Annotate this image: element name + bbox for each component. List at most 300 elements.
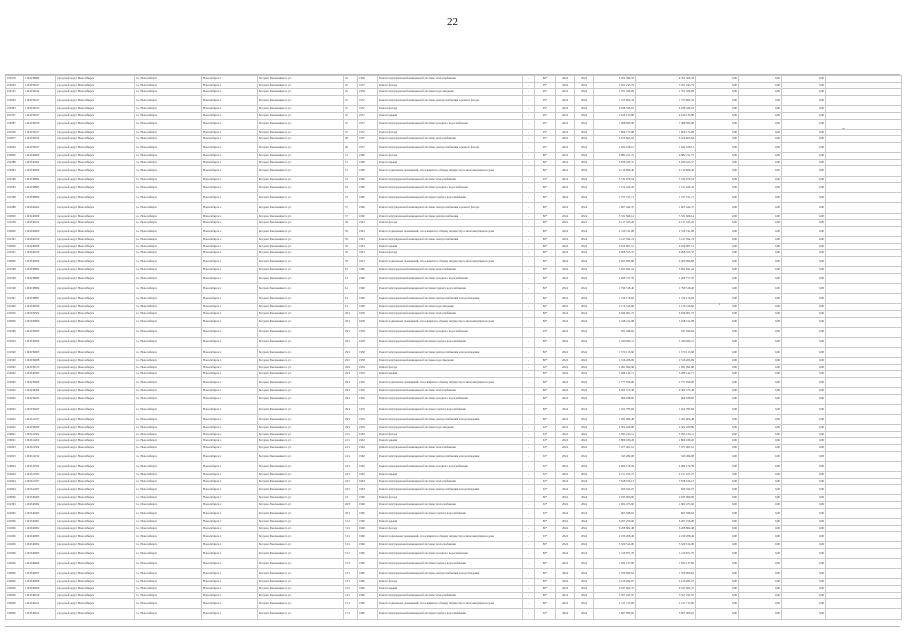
municipality-cell: городской округ Новосибирск [56,283,135,293]
year-end-cell: 2024 [575,153,594,160]
cost-b-cell: 0,00 [739,485,782,495]
house-code-cell: 1101041012 [24,451,56,461]
street-cell: Богдана Хмельницкого ул. [258,237,344,244]
cost-b-cell: 0,00 [739,532,782,542]
city-cell: Новосибирск г. [202,451,258,461]
cost-c-cell: 0,00 [782,136,826,143]
settlement-cell: г.о. Новосибирск [135,451,202,461]
cost-c-cell: 0,00 [782,143,826,153]
share-cell: 95* [535,89,556,96]
year-start-cell: 2024 [556,461,575,471]
year-end-cell: 2024 [575,471,594,478]
table-row [6,569,902,579]
dash-cell: - [523,304,535,311]
cost-c-cell: 0,00 [782,364,826,371]
year-start-cell: 2024 [556,82,575,89]
record-id-cell: 102348 [6,193,24,203]
street-cell: Богдана Хмельницкого ул. [258,388,344,395]
build-year-cell: 1959 [358,388,378,395]
cost-a-cell: 0,00 [696,119,739,129]
work-type-cell: Ремонт внутридомовой инженерной системы горячего водоснабжения [378,404,523,414]
municipality-cell: городской округ Новосибирск [56,525,135,532]
municipality-cell: городской округ Новосибирск [56,532,135,542]
cost-fund-cell: 931 940,04 [636,327,696,337]
year-end-cell: 2024 [575,226,594,236]
note-cell [826,82,902,89]
settlement-cell: г.о. Новосибирск [135,518,202,525]
street-cell: Богдана Хмельницкого ул. [258,310,344,317]
city-cell: Новосибирск г. [202,542,258,549]
house-number-cell: 26/1 [344,508,358,518]
note-cell [826,136,902,143]
dash-cell: - [523,394,535,404]
house-number-cell: 51 [344,166,358,176]
settlement-cell: г.о. Новосибирск [135,592,202,599]
cost-b-cell: 0,00 [739,76,782,83]
cost-a-cell: 0,00 [696,377,739,387]
house-code-cell: 1101039908 [24,357,56,364]
dash-cell: - [523,431,535,438]
year-end-cell: 2024 [575,445,594,452]
cost-c-cell: 0,00 [782,327,826,337]
cost-a-cell: 0,00 [696,461,739,471]
table-row [6,310,902,317]
build-year-cell: 1957 [358,119,378,129]
house-code-cell: 1101038804 [24,176,56,183]
street-cell: Богдана Хмельницкого ул. [258,250,344,257]
cost-a-cell: 0,00 [696,518,739,525]
build-year-cell: 1960 [358,159,378,166]
cost-fund-cell: 1 761 329,09 [636,89,696,96]
work-type-cell: Ремонт внутридомовой инженерной системы теплоснабжения [378,388,523,395]
year-end-cell: 2024 [575,438,594,445]
cost-c-cell: 0,00 [782,569,826,579]
record-id-cell: 100006 [6,592,24,599]
note-cell [826,243,902,250]
build-year-cell: 1957 [358,143,378,153]
cost-total-cell: 1 761 329,09 [594,89,636,96]
cost-total-cell: 4 610 133,86 [594,112,636,119]
municipality-cell: городской округ Новосибирск [56,153,135,160]
city-cell: Новосибирск г. [202,388,258,395]
share-cell: 63* [535,508,556,518]
house-number-cell: 41/1 [344,451,358,461]
municipality-cell: городской округ Новосибирск [56,431,135,438]
share-cell: 63* [535,471,556,478]
year-start-cell: 2024 [556,532,575,542]
cost-b-cell: 0,00 [739,136,782,143]
dash-cell: - [523,478,535,485]
cost-a-cell: 0,00 [696,364,739,371]
settlement-cell: г.о. Новосибирск [135,310,202,317]
house-code-cell: 1101038804 [24,267,56,274]
cost-fund-cell: 1 757 191,71 [636,193,696,203]
table-row [6,364,902,371]
cost-a-cell: 0,00 [696,166,739,176]
build-year-cell: 1960 [358,508,378,518]
table-row [6,327,902,337]
cost-c-cell: 0,00 [782,159,826,166]
street-cell: Богдана Хмельницкого ул. [258,76,344,83]
cost-fund-cell: 2 211 713,09 [636,599,696,609]
note-cell [826,542,902,549]
year-end-cell: 2024 [575,82,594,89]
cost-total-cell: 663 598,62 [594,508,636,518]
cost-b-cell: 0,00 [739,250,782,257]
year-end-cell: 2024 [575,371,594,378]
house-code-cell: 1101040612 [24,609,56,619]
street-cell: Богдана Хмельницкого ул. [258,243,344,250]
note-cell [826,549,902,559]
share-cell: 80* [535,317,556,327]
settlement-cell: г.о. Новосибирск [135,129,202,136]
municipality-cell: городской округ Новосибирск [56,237,135,244]
municipality-cell: городской округ Новосибирск [56,451,135,461]
work-type-cell: Ремонт внутридомовой инженерной системы электроснабжения и водоотведения [378,294,523,304]
year-end-cell: 2024 [575,518,594,525]
city-cell: Новосибирск г. [202,193,258,203]
record-id-cell: 102606 [6,542,24,549]
house-code-cell: 1101038807 [24,294,56,304]
dash-cell: - [523,166,535,176]
house-number-cell: 43/1 [344,471,358,478]
work-type-cell: Ремонт подвальных помещений, относящихся к общему имуществу в многоквартирном доме [378,317,523,327]
settlement-cell: г.о. Новосибирск [135,267,202,274]
municipality-cell: городской округ Новосибирск [56,89,135,96]
municipality-cell: городской округ Новосибирск [56,471,135,478]
year-end-cell: 2024 [575,357,594,364]
work-type-cell: Ремонт фасада [378,250,523,257]
year-start-cell: 2024 [556,445,575,452]
cost-a-cell: 0,00 [696,586,739,593]
house-number-cell: 59 [344,226,358,236]
cost-total-cell: 6 347 662,37 [594,586,636,593]
share-cell: 80* [535,183,556,193]
cost-c-cell: 0,00 [782,267,826,274]
works-table [5,75,902,620]
street-cell: Богдана Хмельницкого ул. [258,176,344,183]
cost-b-cell: 0,00 [739,237,782,244]
record-id-cell: 102603 [6,451,24,461]
build-year-cell: 1958 [358,76,378,83]
work-type-cell: Ремонт крыши [378,159,523,166]
table-row [6,471,902,478]
house-code-cell: 1101039515 [24,364,56,371]
build-year-cell: 1959 [358,394,378,404]
year-start-cell: 2024 [556,136,575,143]
cost-a-cell: 0,00 [696,153,739,160]
year-end-cell: 2024 [575,193,594,203]
note-cell [826,485,902,495]
cost-fund-cell: 6 882 211,75 [636,153,696,160]
street-cell: Богдана Хмельницкого ул. [258,451,344,461]
settlement-cell: г.о. Новосибирск [135,599,202,609]
dash-cell: - [523,153,535,160]
city-cell: Новосибирск г. [202,461,258,471]
build-year-cell: 1962 [358,471,378,478]
cost-fund-cell: 1 607 442,37 [636,203,696,213]
city-cell: Новосибирск г. [202,119,258,129]
settlement-cell: г.о. Новосибирск [135,404,202,414]
settlement-cell: г.о. Новосибирск [135,153,202,160]
municipality-cell: городской округ Новосибирск [56,257,135,267]
table-row [6,213,902,220]
city-cell: Новосибирск г. [202,112,258,119]
cost-total-cell: 2 211 713,09 [594,599,636,609]
house-number-cell: 29/1 [344,327,358,337]
city-cell: Новосибирск г. [202,518,258,525]
house-number-cell: 29/2 [344,404,358,414]
cost-total-cell: 5 607 009,02 [594,609,636,619]
note-cell [826,518,902,525]
house-code-cell: 1101040403 [24,508,56,518]
record-id-cell: 100091 [6,431,24,438]
cost-c-cell: 0,00 [782,525,826,532]
cost-fund-cell: 2 203 996,68 [636,257,696,267]
street-cell: Богдана Хмельницкого ул. [258,96,344,106]
cost-total-cell: 6 208 862,48 [594,525,636,532]
cost-c-cell: 0,00 [782,347,826,357]
work-type-cell: Ремонт внутридомовой инженерной системы холодного водоснабжения [378,119,523,129]
year-start-cell: 2024 [556,579,575,586]
year-end-cell: 2024 [575,609,594,619]
dash-cell: - [523,257,535,267]
street-cell: Богдана Хмельницкого ул. [258,461,344,471]
build-year-cell: 1960 [358,183,378,193]
cost-fund-cell: 5 357 241,97 [636,592,696,599]
cost-fund-cell: 1 152 426,45 [636,183,696,193]
cost-c-cell: 0,00 [782,518,826,525]
cost-b-cell: 0,00 [739,193,782,203]
build-year-cell: 1961 [358,226,378,236]
municipality-cell: городской округ Новосибирск [56,495,135,502]
city-cell: Новосибирск г. [202,166,258,176]
year-end-cell: 2024 [575,143,594,153]
record-id-cell: 102369 [6,327,24,337]
cost-fund-cell: 1 200 757,76 [636,273,696,283]
build-year-cell: 1960 [358,273,378,283]
street-cell: Богдана Хмельницкого ул. [258,267,344,274]
record-id-cell: 100155 [6,89,24,96]
build-year-cell: 1959 [358,414,378,424]
year-start-cell: 2024 [556,451,575,461]
cost-a-cell: 0,00 [696,89,739,96]
cost-fund-cell: 1 091 092,98 [636,364,696,371]
work-type-cell: Ремонт внутридомовой инженерной системы электроснабжения и водоотведения [378,569,523,579]
cost-b-cell: 0,00 [739,495,782,502]
build-year-cell: 1962 [358,478,378,485]
build-year-cell: 1960 [358,525,378,532]
year-start-cell: 2024 [556,267,575,274]
city-cell: Новосибирск г. [202,569,258,579]
cost-a-cell: 0,00 [696,549,739,559]
cost-b-cell: 0,00 [739,106,782,113]
house-number-cell: 29/2 [344,364,358,371]
municipality-cell: городской округ Новосибирск [56,542,135,549]
cost-fund-cell: 7 606 175,08 [636,129,696,136]
house-code-cell: 1101038805 [24,183,56,193]
cost-b-cell: 0,00 [739,478,782,485]
work-type-cell: Ремонт внутридомовой инженерной системы водоотведения [378,357,523,364]
work-type-cell: Ремонт фасада [378,431,523,438]
cost-a-cell: 0,00 [696,176,739,183]
house-code-cell: 1101039903 [24,327,56,337]
cost-b-cell: 0,00 [739,337,782,347]
house-code-cell: 1101039207 [24,404,56,414]
settlement-cell: г.о. Новосибирск [135,304,202,311]
share-cell: 80* [535,193,556,203]
cost-b-cell: 0,00 [739,159,782,166]
cost-a-cell: 0,00 [696,283,739,293]
year-start-cell: 2024 [556,592,575,599]
build-year-cell: 1960 [358,518,378,525]
table-row [6,508,902,518]
house-number-cell: 17/1 [344,599,358,609]
dash-cell: - [523,267,535,274]
street-cell: Богдана Хмельницкого ул. [258,304,344,311]
year-start-cell: 2024 [556,294,575,304]
house-number-cell: 26/1 [344,317,358,327]
house-code-cell: 1101040000 [24,166,56,176]
record-id-cell: 100090 [6,226,24,236]
table-row [6,609,902,619]
table-row [6,294,902,304]
record-id-cell: 102606 [6,559,24,569]
cost-total-cell: 6 882 211,75 [594,153,636,160]
work-type-cell: Ремонт внутридомовой инженерной системы электроснабжения и водоотведения [378,451,523,461]
house-code-cell: 1101041227 [24,414,56,424]
house-code-cell: 1101040905 [24,549,56,559]
table-row [6,119,902,129]
share-cell: 80* [535,495,556,502]
dash-cell: - [523,159,535,166]
build-year-cell: 1960 [358,559,378,569]
cost-b-cell: 0,00 [739,559,782,569]
table-row [6,153,902,160]
share-cell: 80* [535,569,556,579]
municipality-cell: городской округ Новосибирск [56,220,135,227]
street-cell: Богдана Хмельницкого ул. [258,599,344,609]
build-year-cell: 1961 [358,220,378,227]
cost-c-cell: 0,00 [782,237,826,244]
settlement-cell: г.о. Новосибирск [135,143,202,153]
city-cell: Новосибирск г. [202,317,258,327]
work-type-cell: Ремонт внутридомовой инженерной системы водоотведения [378,425,523,432]
record-id-cell: 102348 [6,273,24,283]
cost-total-cell: 6 208 553,37 [594,250,636,257]
municipality-cell: городской округ Новосибирск [56,304,135,311]
record-id-cell: 102258 [6,220,24,227]
year-end-cell: 2024 [575,525,594,532]
house-number-cell: 51 [344,159,358,166]
share-cell: 80* [535,525,556,532]
settlement-cell: г.о. Новосибирск [135,569,202,579]
municipality-cell: городской округ Новосибирск [56,377,135,387]
settlement-cell: г.о. Новосибирск [135,183,202,193]
settlement-cell: г.о. Новосибирск [135,337,202,347]
cost-a-cell: 0,00 [696,220,739,227]
table-row [6,183,902,193]
house-code-cell: 1101040610 [24,592,56,599]
work-type-cell: Ремонт внутридомовой инженерной системы горячего водоснабжения [378,609,523,619]
settlement-cell: г.о. Новосибирск [135,226,202,236]
city-cell: Новосибирск г. [202,153,258,160]
cost-total-cell: 3 457 245,79 [594,82,636,89]
street-cell: Богдана Хмельницкого ул. [258,193,344,203]
year-end-cell: 2024 [575,203,594,213]
year-start-cell: 2024 [556,317,575,327]
table-row [6,438,902,445]
year-start-cell: 2024 [556,166,575,176]
municipality-cell: городской округ Новосибирск [56,357,135,364]
year-end-cell: 2024 [575,425,594,432]
dash-cell: - [523,213,535,220]
house-code-cell: 1101040000 [24,257,56,267]
table-row [6,106,902,113]
house-code-cell: 1101040000 [24,243,56,250]
house-code-cell: 1101041007 [24,485,56,495]
build-year-cell: 1960 [358,283,378,293]
table-row [6,250,902,257]
build-year-cell: 1960 [358,166,378,176]
note-cell [826,237,902,244]
cost-b-cell: 0,00 [739,347,782,357]
cost-b-cell: 0,00 [739,471,782,478]
dash-cell: - [523,599,535,609]
dash-cell: - [523,461,535,471]
work-type-cell: Ремонт внутридомовой инженерной системы теплоснабжения [378,445,523,452]
house-number-cell: 29/2 [344,414,358,424]
street-cell: Богдана Хмельницкого ул. [258,273,344,283]
year-start-cell: 2024 [556,542,575,549]
cost-b-cell: 0,00 [739,609,782,619]
house-code-cell: 1101039104 [24,136,56,143]
cost-total-cell: 1 777 059,00 [594,377,636,387]
share-cell: 80* [535,243,556,250]
work-type-cell: Ремонт фасада [378,579,523,586]
cost-a-cell: 0,00 [696,609,739,619]
work-type-cell: Ремонт внутридомовой инженерной системы холодного водоснабжения [378,394,523,404]
municipality-cell: городской округ Новосибирск [56,592,135,599]
build-year-cell: 1960 [358,569,378,579]
settlement-cell: г.о. Новосибирск [135,586,202,593]
note-cell [826,394,902,404]
cost-b-cell: 0,00 [739,96,782,106]
year-start-cell: 2024 [556,377,575,387]
dash-cell: - [523,112,535,119]
year-end-cell: 2024 [575,337,594,347]
cost-c-cell: 0,00 [782,542,826,549]
cost-fund-cell: 1 720 176,82 [636,294,696,304]
city-cell: Новосибирск г. [202,579,258,586]
house-code-cell: 1101040903 [24,532,56,542]
municipality-cell: городской округ Новосибирск [56,364,135,371]
house-code-cell: 1101041502 [24,461,56,471]
cost-b-cell: 0,00 [739,364,782,371]
table-row [6,243,902,250]
city-cell: Новосибирск г. [202,89,258,96]
note-cell [826,364,902,371]
settlement-cell: г.о. Новосибирск [135,243,202,250]
cost-b-cell: 0,00 [739,283,782,293]
record-id-cell: 102606 [6,518,24,525]
record-id-cell: 100006 [6,586,24,593]
build-year-cell: 1959 [358,425,378,432]
year-end-cell: 2024 [575,347,594,357]
house-code-cell: 1101040609 [24,586,56,593]
cost-c-cell: 0,00 [782,317,826,327]
build-year-cell: 1962 [358,445,378,452]
